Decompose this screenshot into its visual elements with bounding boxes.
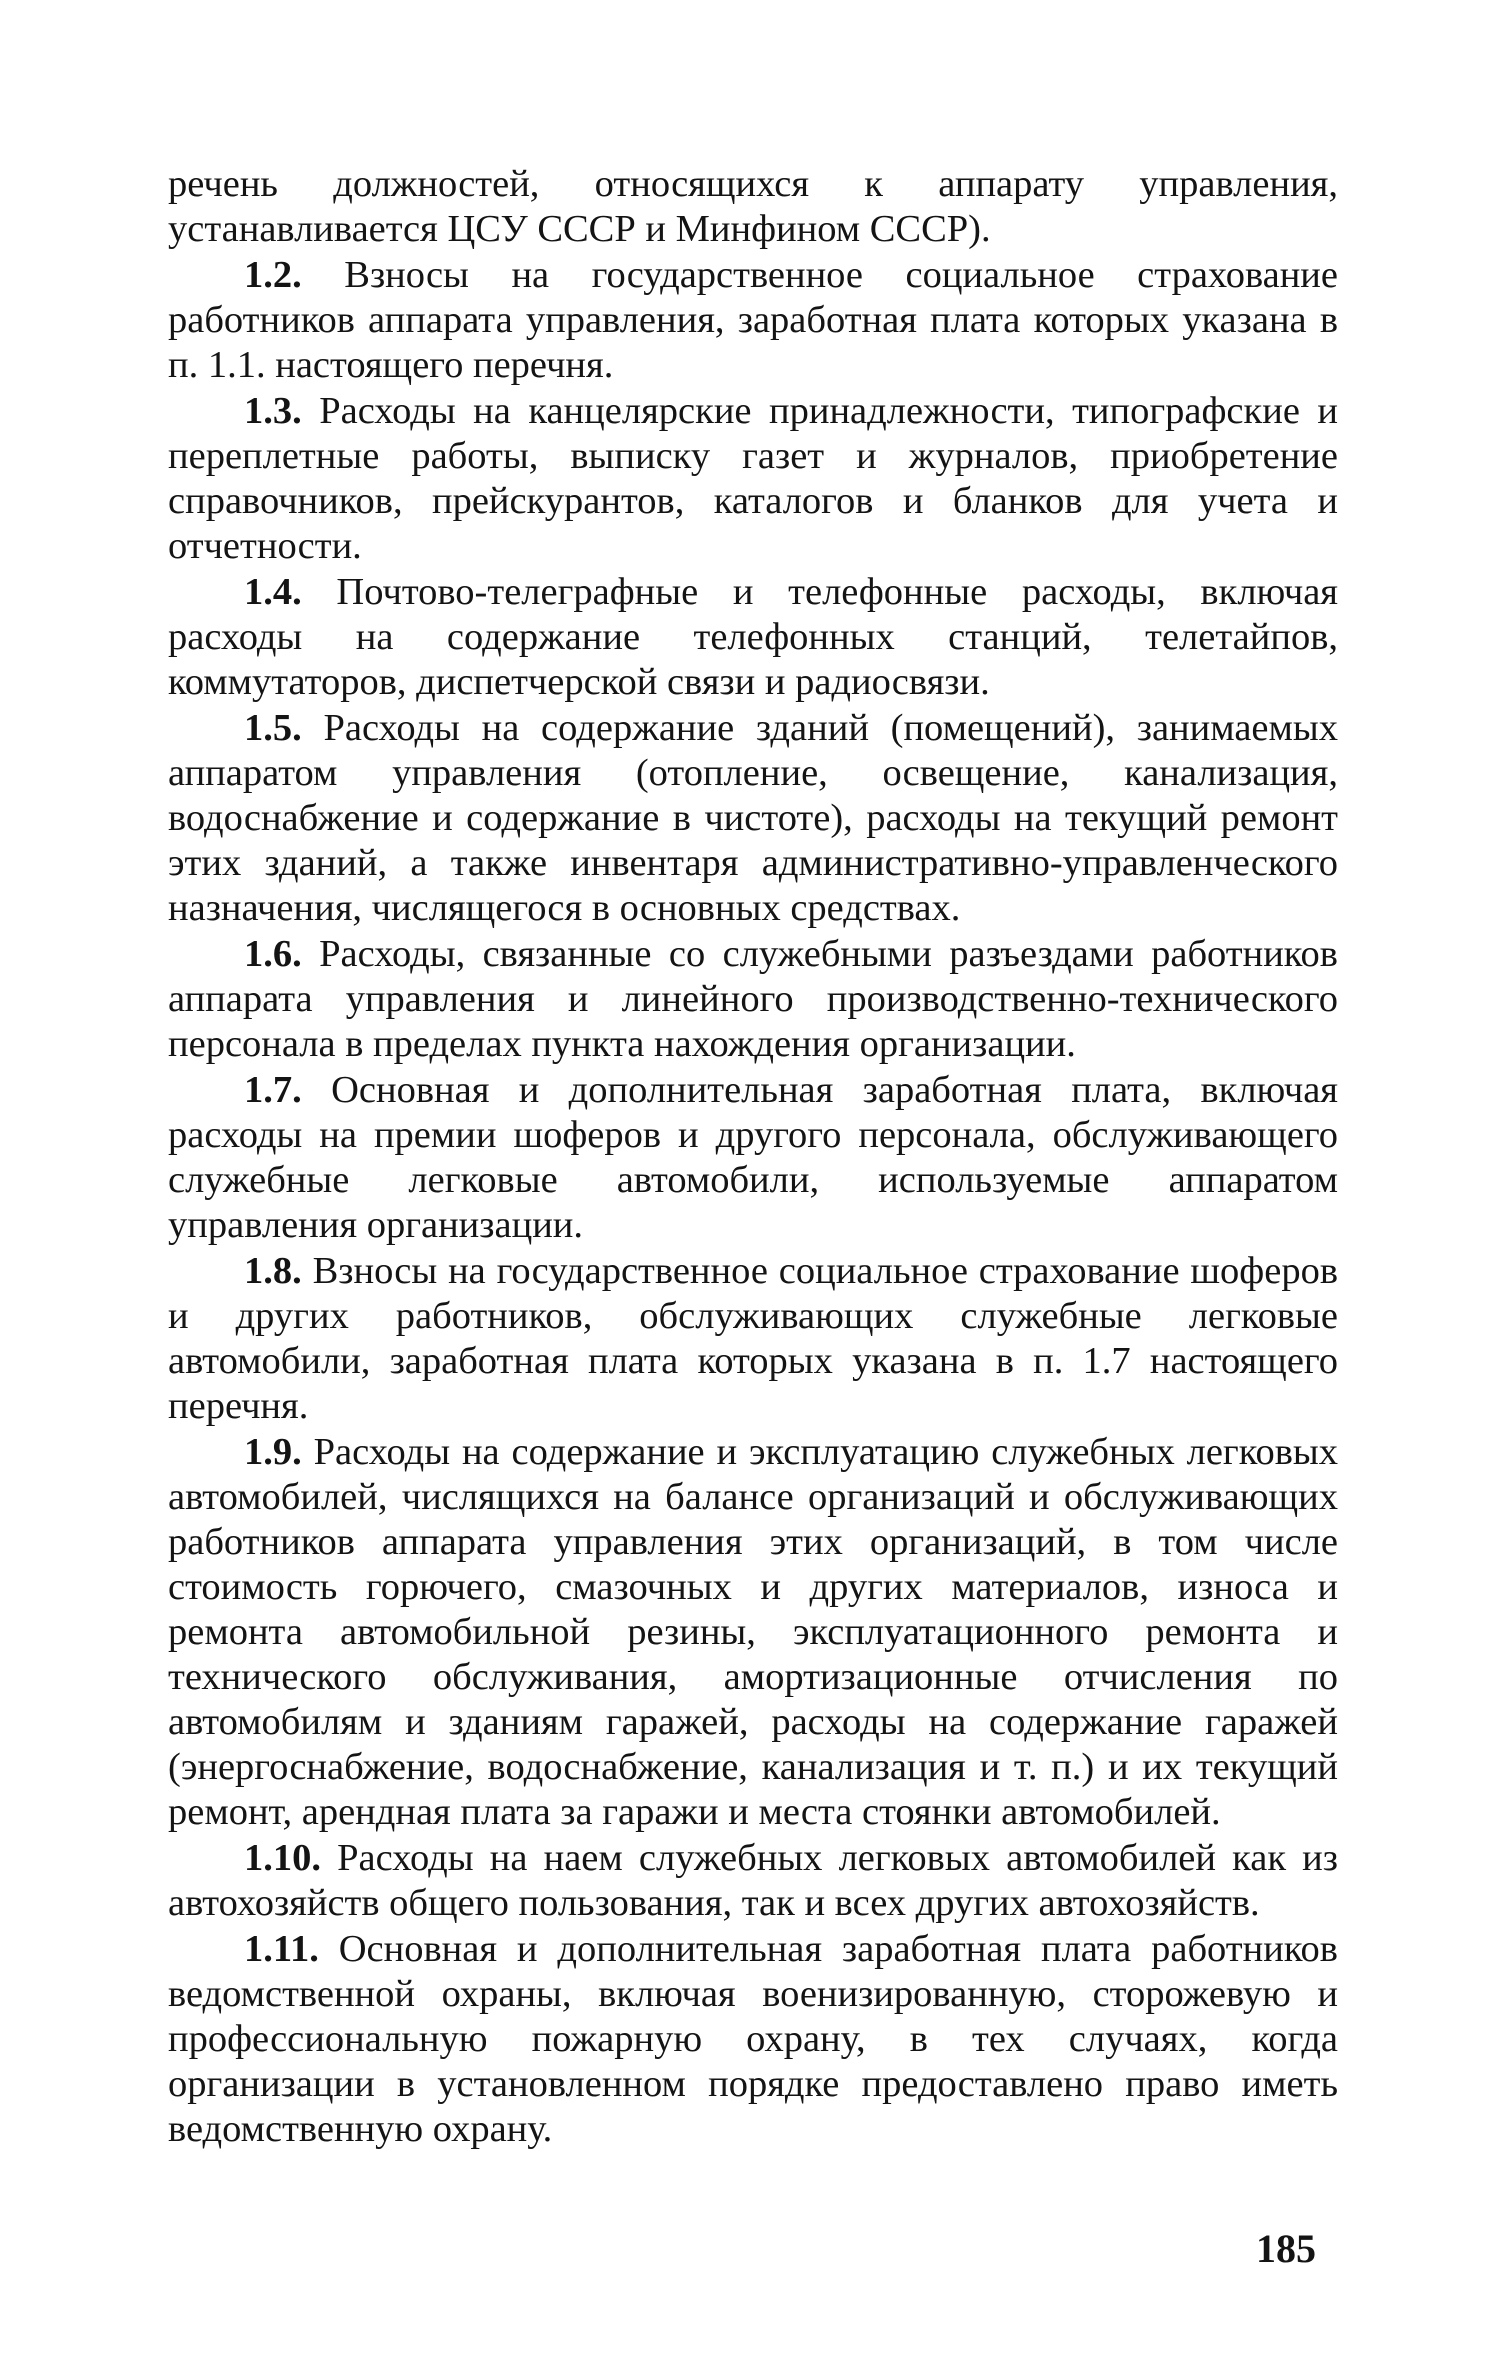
paragraph-1-7 [168, 1068, 1338, 1248]
paragraph-number: 1.6. [244, 933, 302, 975]
paragraph-1-4 [168, 570, 1338, 705]
paragraph-text: Расходы на содержание и эксплуатацию служебных легковых автомобилей, числящихся на балансе организаций и обслуживающих работников аппарата управления этих организаций, в том числе стоимость горючего, смазочных и других материалов, износа и ремонта автомобильной резины, эксплуатационного ремонта и технического обслуживания, амортизационные отчисления по автомобилям и зданиям гаражей, расходы на содержание гаражей (энергоснабжение, водоснабжение, канализация и т. п.) и их текущий ремонт, арендная плата за гаражи и места стоянки автомобилей. [168, 1431, 1338, 1833]
paragraph-number: 1.4. [244, 571, 302, 613]
paragraph-1-10 [168, 1836, 1338, 1926]
paragraph-text: Основная и дополнительная заработная плата работников ведомственной охраны, включая военизированную, сторожевую и профессиональную пожарную охрану, в тех случаях, когда организации в установленном порядке предоставлено право иметь ведомственную охрану. [168, 1928, 1338, 2150]
paragraph-number: 1.5. [244, 707, 302, 749]
paragraph-number: 1.9. [244, 1431, 302, 1473]
paragraph-text: Взносы на государственное социальное страхование шоферов и других работников, обслуживающих служебные легковые автомобили, заработная плата которых указана в п. 1.7 настоящего перечня. [168, 1250, 1338, 1427]
paragraph-text: Взносы на государственное социальное страхование работников аппарата управления, заработная плата которых указана в п. 1.1. настоящего перечня. [168, 254, 1338, 386]
paragraph-1-6 [168, 932, 1338, 1067]
paragraph-text: Расходы, связанные со служебными разъездами работников аппарата управления и линейного производственно-технического персонала в пределах пункта нахождения организации. [168, 933, 1338, 1065]
paragraph-1-8 [168, 1249, 1338, 1429]
page-number: 185 [1256, 2226, 1316, 2271]
page-body [168, 162, 1338, 2152]
paragraph-1-3 [168, 389, 1338, 569]
paragraph-1-9 [168, 1430, 1338, 1835]
paragraph-number: 1.7. [244, 1069, 302, 1111]
paragraph-number: 1.8. [244, 1250, 302, 1292]
paragraph-1-11 [168, 1927, 1338, 2152]
paragraph-text: речень должностей, относящихся к аппарату управления, устанавливается ЦСУ СССР и Минфином СССР). [168, 163, 1338, 250]
paragraph-1-5 [168, 706, 1338, 931]
paragraph-text: Расходы на содержание зданий (помещений), занимаемых аппаратом управления (отопление, освещение, канализация, водоснабжение и содержание в чистоте), расходы на текущий ремонт этих зданий, а также инвентаря административно-управленческого назначения, числящегося в основных средствах. [168, 707, 1338, 929]
paragraph-text: Расходы на наем служебных легковых автомобилей как из автохозяйств общего пользования, так и всех других автохозяйств. [168, 1837, 1338, 1924]
paragraph-text: Расходы на канцелярские принадлежности, типографские и переплетные работы, выписку газет и журналов, приобретение справочников, прейскурантов, каталогов и бланков для учета и отчетности. [168, 390, 1338, 567]
paragraph-text: Почтово-телеграфные и телефонные расходы, включая расходы на содержание телефонных станций, телетайпов, коммутаторов, диспетчерской связи и радиосвязи. [168, 571, 1338, 703]
paragraph-text: Основная и дополнительная заработная плата, включая расходы на премии шоферов и другого персонала, обслуживающего служебные легковые автомобили, используемые аппаратом управления организации. [168, 1069, 1338, 1246]
paragraph-1-2 [168, 253, 1338, 388]
paragraph-number: 1.2. [244, 254, 302, 296]
paragraph-number: 1.11. [244, 1928, 319, 1970]
paragraph-number: 1.3. [244, 390, 302, 432]
paragraph-continuation [168, 162, 1338, 252]
paragraph-number: 1.10. [244, 1837, 321, 1879]
